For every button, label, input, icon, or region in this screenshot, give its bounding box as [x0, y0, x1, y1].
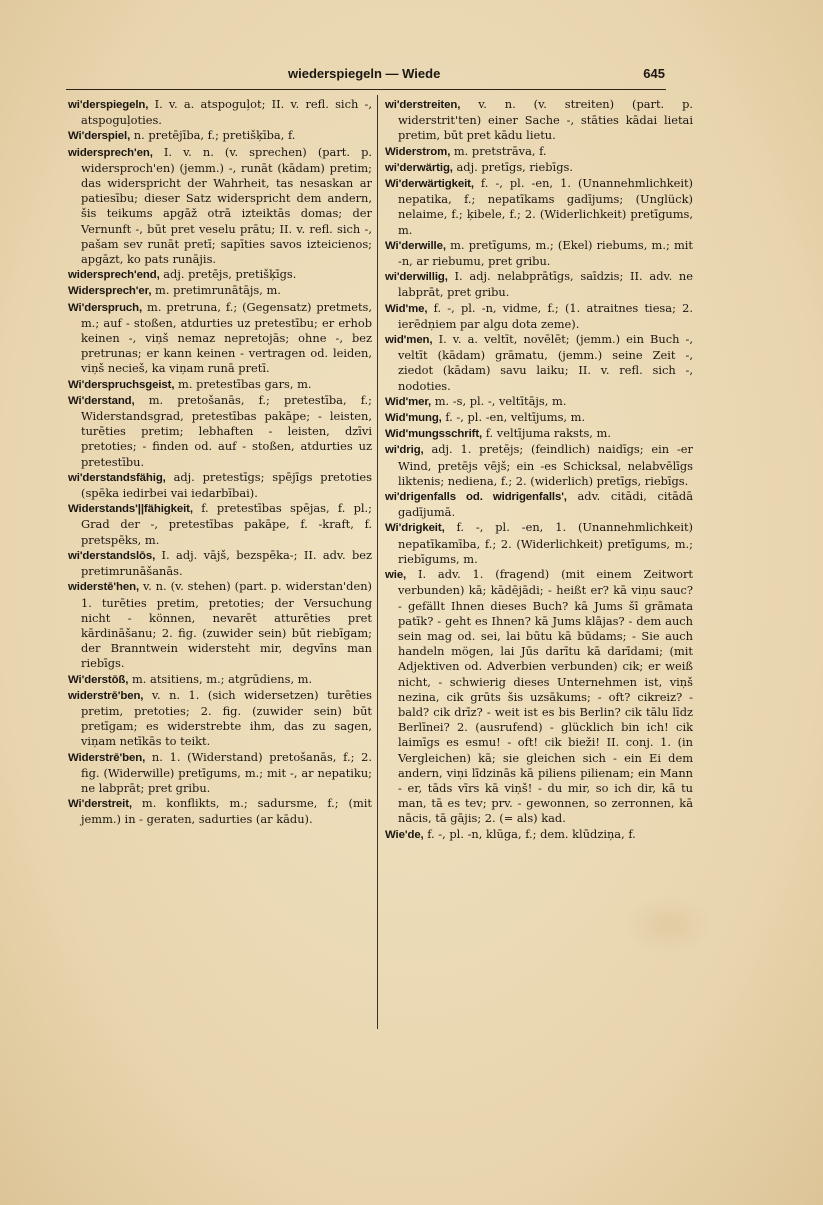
entry-definition: f. -, pl. -en, 1. (Unannehmlichkeit) nepatika, f.; nepatīkams gadījums; (Unglück) nelaime, f.; ķibele, f.; 2. (Widerlichkeit) pretīgums, m.	[398, 176, 693, 237]
entry-definition: m. pretstrāva, f.	[450, 143, 547, 158]
entry-headword: wi'drig,	[385, 444, 424, 457]
entry-headword: widersprech'end,	[68, 269, 160, 282]
entry-headword: Wi'derstreit,	[68, 798, 132, 811]
dictionary-entry	[385, 520, 693, 567]
entry-definition: I. adv. 1. (fragend) (mit einem Zeitwort verbunden) kā; kādējādi; - heißt er? kā viņu sauc? - gefällt Ihnen dieses Buch? kā Jums šī grāmata patīk? - geht es Ihnen? kā Jums klājas? - dem auch sein mag od. sei, lai būtu kā būdams; - Sie auch handeln mögen, lai Jūs darītu kā darīdami; (mit Adjektiven od. Adverbien verbunden) cik; er weiß nicht, - schwierig dieses Unternehmen ist, viņš nezina, cik grūts šis uzsākums; - oft? cikreiz? - bald? cik drīz? - weit ist es bis Berlin? cik tālu līdz Berlīnei? 2. (ausrufend) - glücklich bin ich! cik laimīgs es esmu! - oft! cik bieži! II. conj. 1. (in Vergleichen) kā; sie gleichen sich - ein Ei dem andern, viņi līdzinās kā piliens pilienam; ein Mann - er, tāds vīrs kā viņš! - du mir, so ich dir, kā tu man, tā es tev; prv. - gewonnen, so zerronnen, kā nācis, tā gājis; 2. (= als) kad.	[398, 567, 693, 826]
entry-headword: Wi'derspruchsgeist,	[68, 378, 175, 391]
left-column	[68, 97, 372, 828]
dictionary-entry	[68, 128, 372, 144]
entry-definition: n. pretējība, f.; pretišķība, f.	[130, 128, 296, 143]
entry-definition: f. veltījuma raksts, m.	[482, 426, 611, 441]
entry-headword: Wie'de,	[385, 828, 424, 841]
dictionary-entry	[385, 144, 693, 160]
entry-definition: I. adj. vājš, bezspēka-; II. adv. bez pretimrunāšanās.	[81, 547, 372, 579]
dictionary-entry	[385, 827, 693, 843]
paper-stain	[623, 895, 713, 955]
entry-definition: f. -, pl. -n, klūga, f.; dem. klūdziņa, f.	[423, 826, 636, 841]
entry-definition: m. pretīgums, m.; (Ekel) riebums, m.; mit -n, ar riebumu, pret gribu.	[398, 237, 693, 269]
dictionary-entry	[68, 750, 372, 797]
dictionary-entry	[68, 688, 372, 750]
dictionary-entry	[385, 442, 693, 489]
dictionary-entry	[385, 410, 693, 426]
entry-headword: widerstē'hen,	[68, 581, 140, 594]
dictionary-entry	[385, 301, 693, 332]
entry-headword: Wi'derspruch,	[68, 301, 143, 314]
dictionary-entry	[385, 489, 693, 520]
entry-headword: wid'men,	[385, 334, 433, 347]
entry-headword: wi'derwillig,	[385, 271, 448, 284]
entry-definition: f. pretestības spējas, f. pl.; Grad der -, pretestības pakāpe, f. -kraft, f. pretspēks, m.	[81, 501, 372, 547]
dictionary-entry	[68, 145, 372, 268]
dictionary-entry	[68, 548, 372, 579]
dictionary-entry	[385, 176, 693, 238]
entry-definition: m. -s, pl. -, veltītājs, m.	[431, 393, 567, 408]
entry-headword: Widerstrom,	[385, 145, 451, 158]
entry-headword: Widersprech'er,	[68, 285, 152, 298]
entry-definition: I. v. a. veltīt, novēlēt; (jemm.) ein Buch -, veltīt (kādam) grāmatu, (jemm.) seine Zeit -, ziedot (kādam) savu laiku; II. v. refl. sich -, nodoties.	[398, 332, 693, 393]
entry-headword: Widerstands'||fähigkeit,	[68, 503, 193, 516]
dictionary-entry	[68, 267, 372, 283]
dictionary-entry	[68, 579, 372, 671]
dictionary-entry	[68, 283, 372, 299]
entry-headword: Wi'derspiel,	[68, 130, 131, 143]
entry-headword: Wi'derwille,	[385, 239, 446, 252]
entry-definition: v. n. (v. streiten) (part. p. widerstrit'ten) einer Sache -, stāties kādai lietai pretim, būt pret kādu lietu.	[398, 97, 693, 143]
entry-definition: m. pretošanās, f.; pretestība, f.; Widerstandsgrad, pretestības pakāpe; - leisten, turēties pretim; lebhaften - leisten, dzīvi pretoties; - finden od. auf - stoßen, atdurties uz pretestību.	[81, 392, 372, 469]
entry-headword: Wid'mer,	[385, 395, 432, 408]
dictionary-entry	[385, 567, 693, 826]
entry-definition: adj. 1. pretējs; (feindlich) naidīgs; ein -er Wind, pretējs vējš; ein -es Schicksal, nelabvēlīgs liktenis; nediena, f.; 2. (widerlich) pretīgs, riebīgs.	[398, 442, 693, 488]
entry-definition: I. v. a. atspoguļot; II. v. refl. sich -, atspoguļoties.	[81, 97, 372, 128]
entry-headword: Wid'mung,	[385, 412, 442, 425]
entry-definition: m. pretestības gars, m.	[174, 376, 312, 391]
entry-headword: widersprech'en,	[68, 146, 153, 159]
entry-definition: I. v. n. (v. sprechen) (part. p. widersproch'en) (jemm.) -, runāt (kādam) pretim; das widerspricht der Wahrheit, tas nesaskan ar patiesību; dieser Satz widerspricht dem andern, šis teikums apgāž otrā izteiktās domas; der Vernunft -, būt pret veselu prātu; II. v. refl. sich -, pašam sev runāt pretī; sapīties savos izteicienos; apgāzt, ko pats runājis.	[81, 144, 372, 267]
entry-definition: v. n. (v. stehen) (part. p. widerstan'den) 1. turēties pretim, pretoties; der Versuchung nicht - können, nevarēt atturēties pret kārdināšanu; 2. fig. (zuwider sein) būt riebīgam; der Branntwein widersteht mir, degvīns man riebīgs.	[81, 579, 372, 671]
entry-definition: m. pretruna, f.; (Gegensatz) pretmets, m.; auf - stoßen, atdurties uz pretestību; er erhob keinen -, viņš nemaz nepretojās; ohne -, bez pretrunas; er kann keinen - vertragen od. leiden, viņš necieš, ka viņam runā pretī.	[81, 299, 372, 376]
entry-definition: f. -, pl. -n, vidme, f.; (1. atraitnes tiesa; 2. ierēdņiem par algu dota zeme).	[398, 300, 693, 331]
dictionary-entry	[385, 332, 693, 394]
dictionary-entry	[385, 269, 693, 300]
entry-headword: Wi'derstōß,	[68, 673, 129, 686]
dictionary-entry	[385, 97, 693, 144]
dictionary-entry	[68, 672, 372, 688]
entry-headword: wi'derstandslōs,	[68, 549, 156, 562]
entry-definition: n. 1. (Widerstand) pretošanās, f.; 2. fig. (Widerwille) pretīgums, m.; mit -, ar nepatiku; ne labprāt; pret gribu.	[81, 749, 372, 795]
entry-headword: Wid'mungsschrift,	[385, 428, 483, 441]
entry-headword: Wi'drigkeit,	[385, 522, 445, 535]
right-column	[385, 97, 693, 843]
entry-definition: m. pretimrunātājs, m.	[151, 283, 281, 298]
entry-definition: I. adj. nelabprātīgs, saīdzis; II. adv. ne labprāt, pret gribu.	[398, 269, 693, 300]
entry-definition: adj. pretīgs, riebīgs.	[452, 159, 573, 174]
dictionary-entry	[68, 393, 372, 470]
entry-headword: wie,	[385, 569, 407, 582]
dictionary-entry	[385, 238, 693, 269]
entry-headword: wi'derwärtig,	[385, 161, 453, 174]
dictionary-entry	[68, 501, 372, 548]
running-title: wiederspiegeln — Wiede	[288, 66, 441, 81]
entry-definition: m. atsitiens, m.; atgrūdiens, m.	[128, 671, 313, 686]
entry-headword: Widerstrē'ben,	[68, 751, 146, 764]
entry-definition: adj. pretējs, pretišķīgs.	[159, 267, 297, 282]
dictionary-entry	[385, 394, 693, 410]
dictionary-entry	[68, 300, 372, 377]
entry-headword: Wid'me,	[385, 302, 428, 315]
entry-definition: m. konflikts, m.; sadursme, f.; (mit jemm.) in - geraten, sadurties (ar kādu).	[81, 796, 372, 827]
page-number: 645	[643, 66, 665, 81]
page-header	[68, 66, 665, 86]
entry-headword: Wi'derstand,	[68, 394, 135, 407]
header-rule	[66, 89, 666, 90]
dictionary-entry	[68, 97, 372, 128]
dictionary-entry	[68, 470, 372, 501]
entry-definition: v. n. 1. (sich widersetzen) turēties pretim, pretoties; 2. fig. (zuwider sein) būt pretīgam; es widerstrebte ihm, das zu sagen, viņam netīkās to teikt.	[81, 687, 372, 749]
dictionary-entry	[385, 160, 693, 176]
entry-headword: wi'drigenfalls od. widrigenfalls',	[385, 491, 567, 504]
entry-headword: wi'derstandsfähig,	[68, 471, 166, 484]
dictionary-entry	[68, 377, 372, 393]
entry-definition: adj. pretestīgs; spējīgs pretoties (spēka iedirbei vai iedarbībai).	[81, 469, 372, 501]
column-divider	[377, 95, 378, 1029]
dictionary-entry	[385, 426, 693, 442]
entry-headword: widerstrē'ben,	[68, 689, 144, 702]
dictionary-entry	[68, 796, 372, 827]
entry-definition: adv. citādi, citādā gadījumā.	[398, 489, 693, 520]
entry-headword: wi'derstreiten,	[385, 99, 461, 111]
entry-headword: wi'derspiegeln,	[68, 99, 149, 111]
entry-headword: Wi'derwärtigkeit,	[385, 178, 474, 191]
entry-definition: f. -, pl. -en, 1. (Unannehmlichkeit) nepatīkamība, f.; 2. (Widerlichkeit) pretīgums, m.; riebīgums, m.	[398, 520, 693, 566]
entry-definition: f. -, pl. -en, veltījums, m.	[441, 410, 586, 425]
